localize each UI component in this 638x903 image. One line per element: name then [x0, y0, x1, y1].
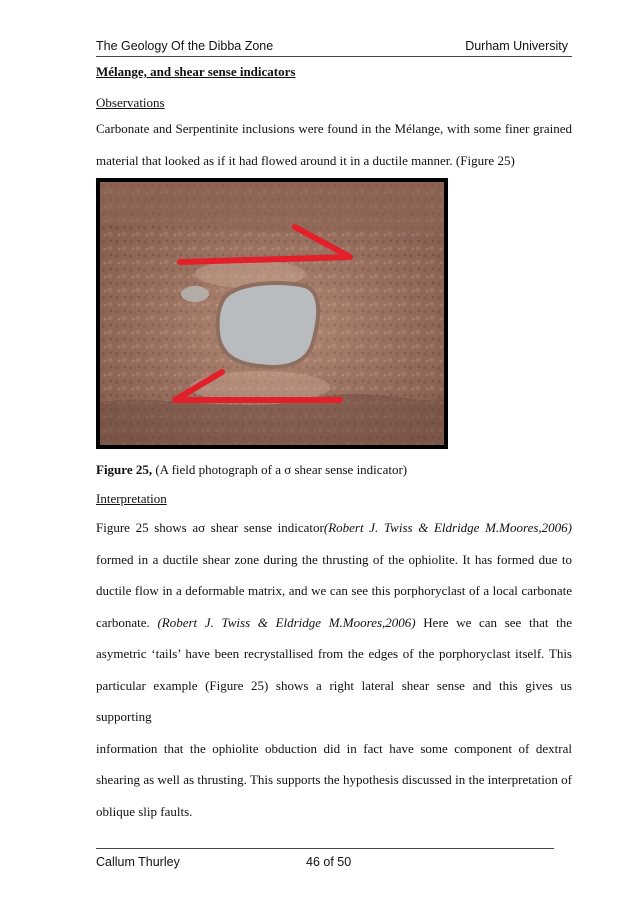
interpretation-line [96, 796, 572, 828]
citation: (Robert J. Twiss & Eldridge M.Moores,2006) [157, 614, 416, 630]
shear-sense-photo-illustration [100, 182, 444, 445]
interpretation-line [96, 575, 572, 607]
caption-label: Figure 25, [96, 462, 153, 477]
citation: (Robert J. Twiss & Eldridge M.Moores,2006) [323, 520, 572, 535]
observations-line-2: material that looked as if it had flowed around it in a ductile manner. (Figure 25) [96, 152, 515, 168]
text-fragment: Here we can see that the [415, 614, 572, 630]
interpretation-line [96, 733, 572, 765]
text-fragment: oblique slip faults. [96, 803, 193, 819]
text-fragment: Figure 25 shows aσ shear sense indicator [96, 520, 324, 535]
footer-author: Callum Thurley [96, 855, 180, 869]
page-footer [96, 848, 554, 873]
interpretation-line [96, 670, 572, 733]
text-fragment: formed in a ductile shear zone during the thrusting of the ophiolite. It has formed due to [96, 551, 572, 567]
text-fragment: carbonate. [96, 614, 158, 630]
interpretation-line [96, 764, 572, 796]
header-institution: Durham University [465, 39, 568, 53]
interpretation-line [96, 607, 572, 639]
porphyroclast [218, 283, 319, 367]
interpretation-heading: Interpretation [96, 491, 167, 506]
footer-page-number: 46 of 50 [306, 855, 352, 869]
interpretation-line [96, 544, 572, 576]
observations-heading: Observations [96, 95, 165, 110]
observations-paragraph [96, 113, 572, 176]
interpretation-line [96, 512, 572, 544]
header-title: The Geology Of the Dibba Zone [96, 39, 274, 53]
caption-text: (A field photograph of a σ shear sense indicator) [152, 462, 408, 477]
text-fragment: particular example (Figure 25) shows a right lateral shear sense and this gives us supporting [96, 677, 572, 724]
text-fragment: information that the ophiolite obduction did in fact have some component of dextral [96, 740, 572, 756]
figure-caption [96, 462, 407, 478]
section-heading: Mélange, and shear sense indicators [96, 64, 296, 79]
text-fragment: shearing as well as thrusting. This supports the hypothesis discussed in the interpretation of [96, 772, 572, 787]
text-fragment: asymetric ‘tails’ have been recrystallised from the edges of the porphoryclast itself. This [96, 646, 572, 661]
interpretation-paragraph [96, 512, 572, 827]
observations-line-1: Carbonate and Serpentinite inclusions were found in the Mélange, with some finer grained [96, 121, 572, 136]
interpretation-line [96, 638, 572, 670]
page-header [96, 36, 572, 57]
figure-25-photo [96, 178, 448, 449]
text-fragment: ductile flow in a deformable matrix, and we can see this porphoryclast of a local carbonate [96, 583, 572, 598]
